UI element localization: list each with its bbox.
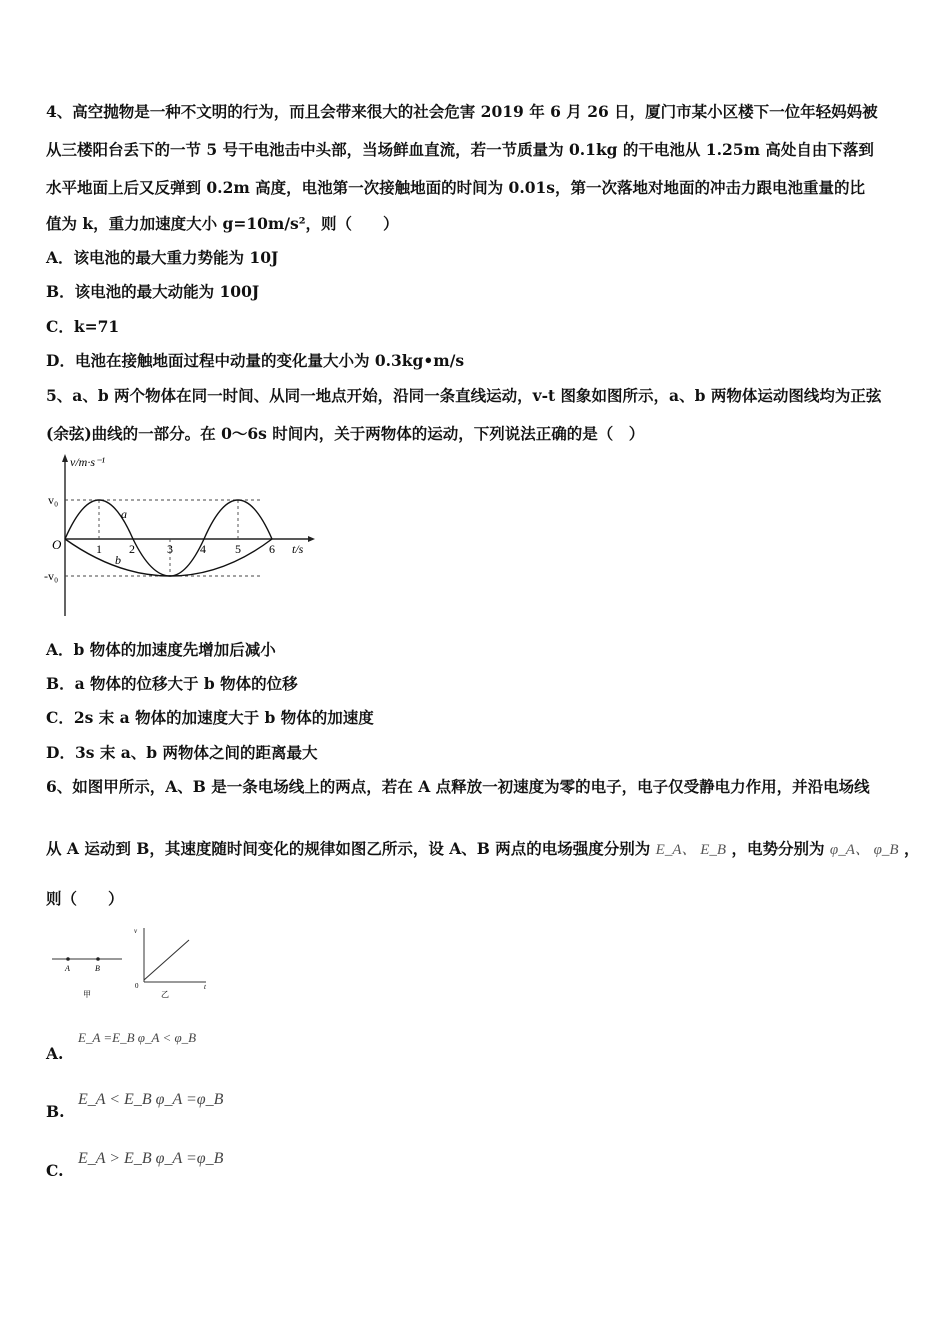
q6-line-1: 6、如图甲所示，A、B 是一条电场线上的两点，若在 A 点释放一初速度为零的电子，电子仅受静电力作用，并沿电场线 [46,777,870,796]
fig-axis-t: t [204,983,206,991]
q4-line-2: 从三楼阳台丢下的一节 5 号干电池击中头部，当场鲜血直流，若一节质量为 0.1kg 的干电池从 1.25m 高处自由下落到 [46,140,874,159]
q6-figures [46,922,216,1002]
curve-a [65,500,272,576]
graph-tick-4: 4 [200,542,206,556]
q6-option-b-expr: E_A < E_B φ_A =φ_B [78,1091,224,1108]
graph-origin: O [52,537,62,552]
fig-origin: 0 [135,982,139,990]
fig-axis-v: v [134,927,138,935]
q6-option-a-label: A. [46,1044,64,1063]
q5-option-b: B．a 物体的位移大于 b 物体的位移 [46,674,298,693]
q4-line-1: 4、高空抛物是一种不文明的行为，而且会带来很大的社会危害 2019 年 6 月 26 日，厦门市某小区楼下一位年轻妈妈被 [46,102,878,121]
q6-line-2-text-b: ，电势分别为 [731,839,825,858]
q6-line-2-text-c: ， [903,839,920,858]
fig-caption-yi: 乙 [161,990,169,999]
q6-option-c-expr: E_A > E_B φ_A =φ_B [78,1150,224,1167]
q6-potential-symbols: φ_A、 φ_B [829,842,899,858]
q6-option-a-expr: E_A =E_B φ_A < φ_B [78,1030,197,1045]
q4-option-b: B．该电池的最大动能为 100J [46,282,260,301]
q6-line-2 [46,838,920,861]
graph-tick-1: 1 [96,542,102,556]
graph-curve-b-label: b [115,553,121,567]
q5-option-a: A．b 物体的加速度先增加后减小 [46,640,276,659]
q5-option-c: C．2s 末 a 物体的加速度大于 b 物体的加速度 [46,708,374,727]
q6-line-3: 则（ ） [46,889,124,908]
fig-point-a: A [65,964,70,973]
q6-option-b-label: B. [46,1102,65,1121]
graph-y-label: v/m·s⁻¹ [70,455,105,469]
fig-point-b: B [95,964,100,973]
graph-x-label: t/s [292,542,304,556]
fig-caption-jia: 甲 [83,990,91,999]
q5-line-2: (余弦)曲线的一部分。在 0～6s 时间内，关于两物体的运动，下列说法正确的是（ ） [46,424,645,443]
graph-tick-2: 2 [129,542,135,556]
q5-option-d: D．3s 末 a、b 两物体之间的距离最大 [46,743,318,762]
graph-curve-a-label: a [121,507,127,521]
q5-vt-graph [40,450,320,620]
q6-field-symbols: E_A、 E_B [655,842,727,858]
q5-line-1: 5、a、b 两个物体在同一时间、从同一地点开始，沿同一条直线运动，v-t 图象如图所示，a、b 两物体运动图线均为正弦 [46,386,882,405]
q6-option-c-label: C. [46,1161,64,1180]
q4-option-a: A．该电池的最大重力势能为 10J [46,248,279,267]
graph-v0: v₀ [48,493,59,507]
q4-line-3: 水平地面上后又反弹到 0.2m 高度，电池第一次接触地面的时间为 0.01s，第一次落地对地面的冲击力跟电池重量的比 [46,178,866,197]
graph-tick-6: 6 [269,542,275,556]
graph-tick-3: 3 [167,542,173,556]
q4-option-c: C．k=71 [46,317,120,336]
graph-neg-v0: -v₀ [44,569,59,583]
graph-tick-5: 5 [235,542,241,556]
q4-line-4: 值为 k，重力加速度大小 g=10m/s²，则（ ） [46,214,399,233]
q6-line-2-text-a: 从 A 运动到 B，其速度随时间变化的规律如图乙所示，设 A、B 两点的电场强度分别为 [46,839,651,858]
q4-option-d: D．电池在接触地面过程中动量的变化量大小为 0.3kg•m/s [46,351,465,370]
